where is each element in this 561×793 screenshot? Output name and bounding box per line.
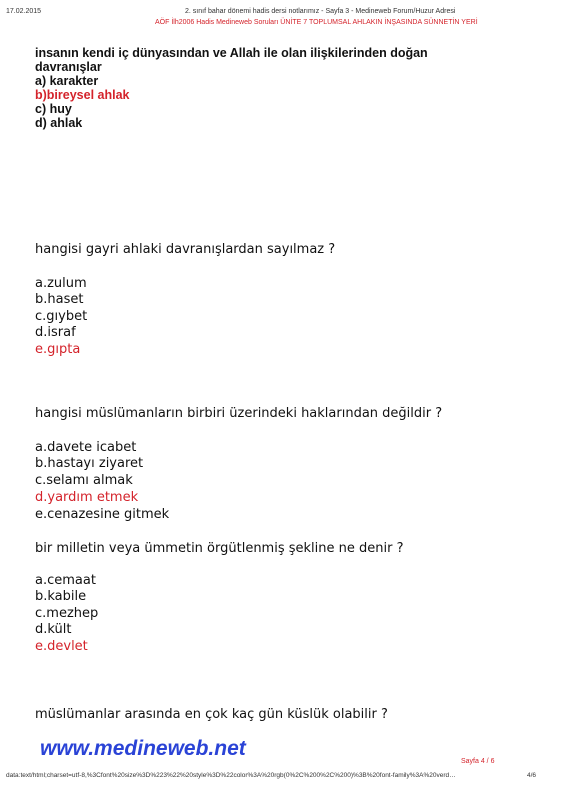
print-title: 2. sınıf bahar dönemi hadis dersi notlarımız - Sayfa 3 - Medineweb Forum/Huzur Adresi xyxy=(185,8,456,15)
q1-stem-line1: insanın kendi iç dünyasından ve Allah ile olan ilişkilerinden doğan xyxy=(35,46,428,60)
footer-url: data:text/html;charset=utf-8,%3Cfont%20size%3D%223%22%20style%3D%22color%3A%20rgb(0%2C%200%2C%200)%3B%20font-family%3A%20verd… xyxy=(6,772,456,779)
footer-page-number: 4/6 xyxy=(527,772,537,779)
q4-option-a: a.cemaat xyxy=(35,573,96,588)
q2-question: hangisi gayri ahlaki davranışlardan sayılmaz ? xyxy=(35,242,336,257)
q4-option-d: d.kült xyxy=(35,622,72,637)
q3-option-b: b.hastayı ziyaret xyxy=(35,456,144,471)
q3-option-a: a.davete icabet xyxy=(35,440,137,455)
page-indicator: Sayfa 4 / 6 xyxy=(461,758,495,765)
print-date: 17.02.2015 xyxy=(6,8,42,15)
watermark-link[interactable]: www.medineweb.net xyxy=(40,737,246,760)
q2-option-c: c.gıybet xyxy=(35,309,88,324)
q2-option-d: d.israf xyxy=(35,325,76,340)
q4-option-e-answer: e.devlet xyxy=(35,639,88,654)
q3-option-d-answer: d.yardım etmek xyxy=(35,490,139,505)
q5-question: müslümanlar arasında en çok kaç gün küslük olabilir ? xyxy=(35,707,388,722)
q1-option-c: c) huy xyxy=(35,102,72,116)
q1-option-a: a) karakter xyxy=(35,74,99,88)
q1-option-d: d) ahlak xyxy=(35,116,83,130)
q2-option-b: b.haset xyxy=(35,292,84,307)
q4-question: bir milletin veya ümmetin örgütlenmiş şekline ne denir ? xyxy=(35,541,404,556)
q1-option-b-answer: b)bireysel ahlak xyxy=(35,88,130,102)
q2-option-e-answer: e.gıpta xyxy=(35,342,81,357)
q1-stem-line2: davranışlar xyxy=(35,60,102,74)
q4-option-b: b.kabile xyxy=(35,589,87,604)
q3-option-e: e.cenazesine gitmek xyxy=(35,507,170,522)
q4-option-c: c.mezhep xyxy=(35,606,99,621)
q3-question: hangisi müslümanların birbiri üzerindeki haklarından değildir ? xyxy=(35,406,443,421)
q2-option-a: a.zulum xyxy=(35,276,87,291)
q3-option-c: c.selamı almak xyxy=(35,473,133,488)
print-subtitle: AÖF İlh2006 Hadis Medineweb Soruları ÜNİTE 7 TOPLUMSAL AHLAKIN İNŞASINDA SÜNNETİN YERİ xyxy=(155,19,478,26)
